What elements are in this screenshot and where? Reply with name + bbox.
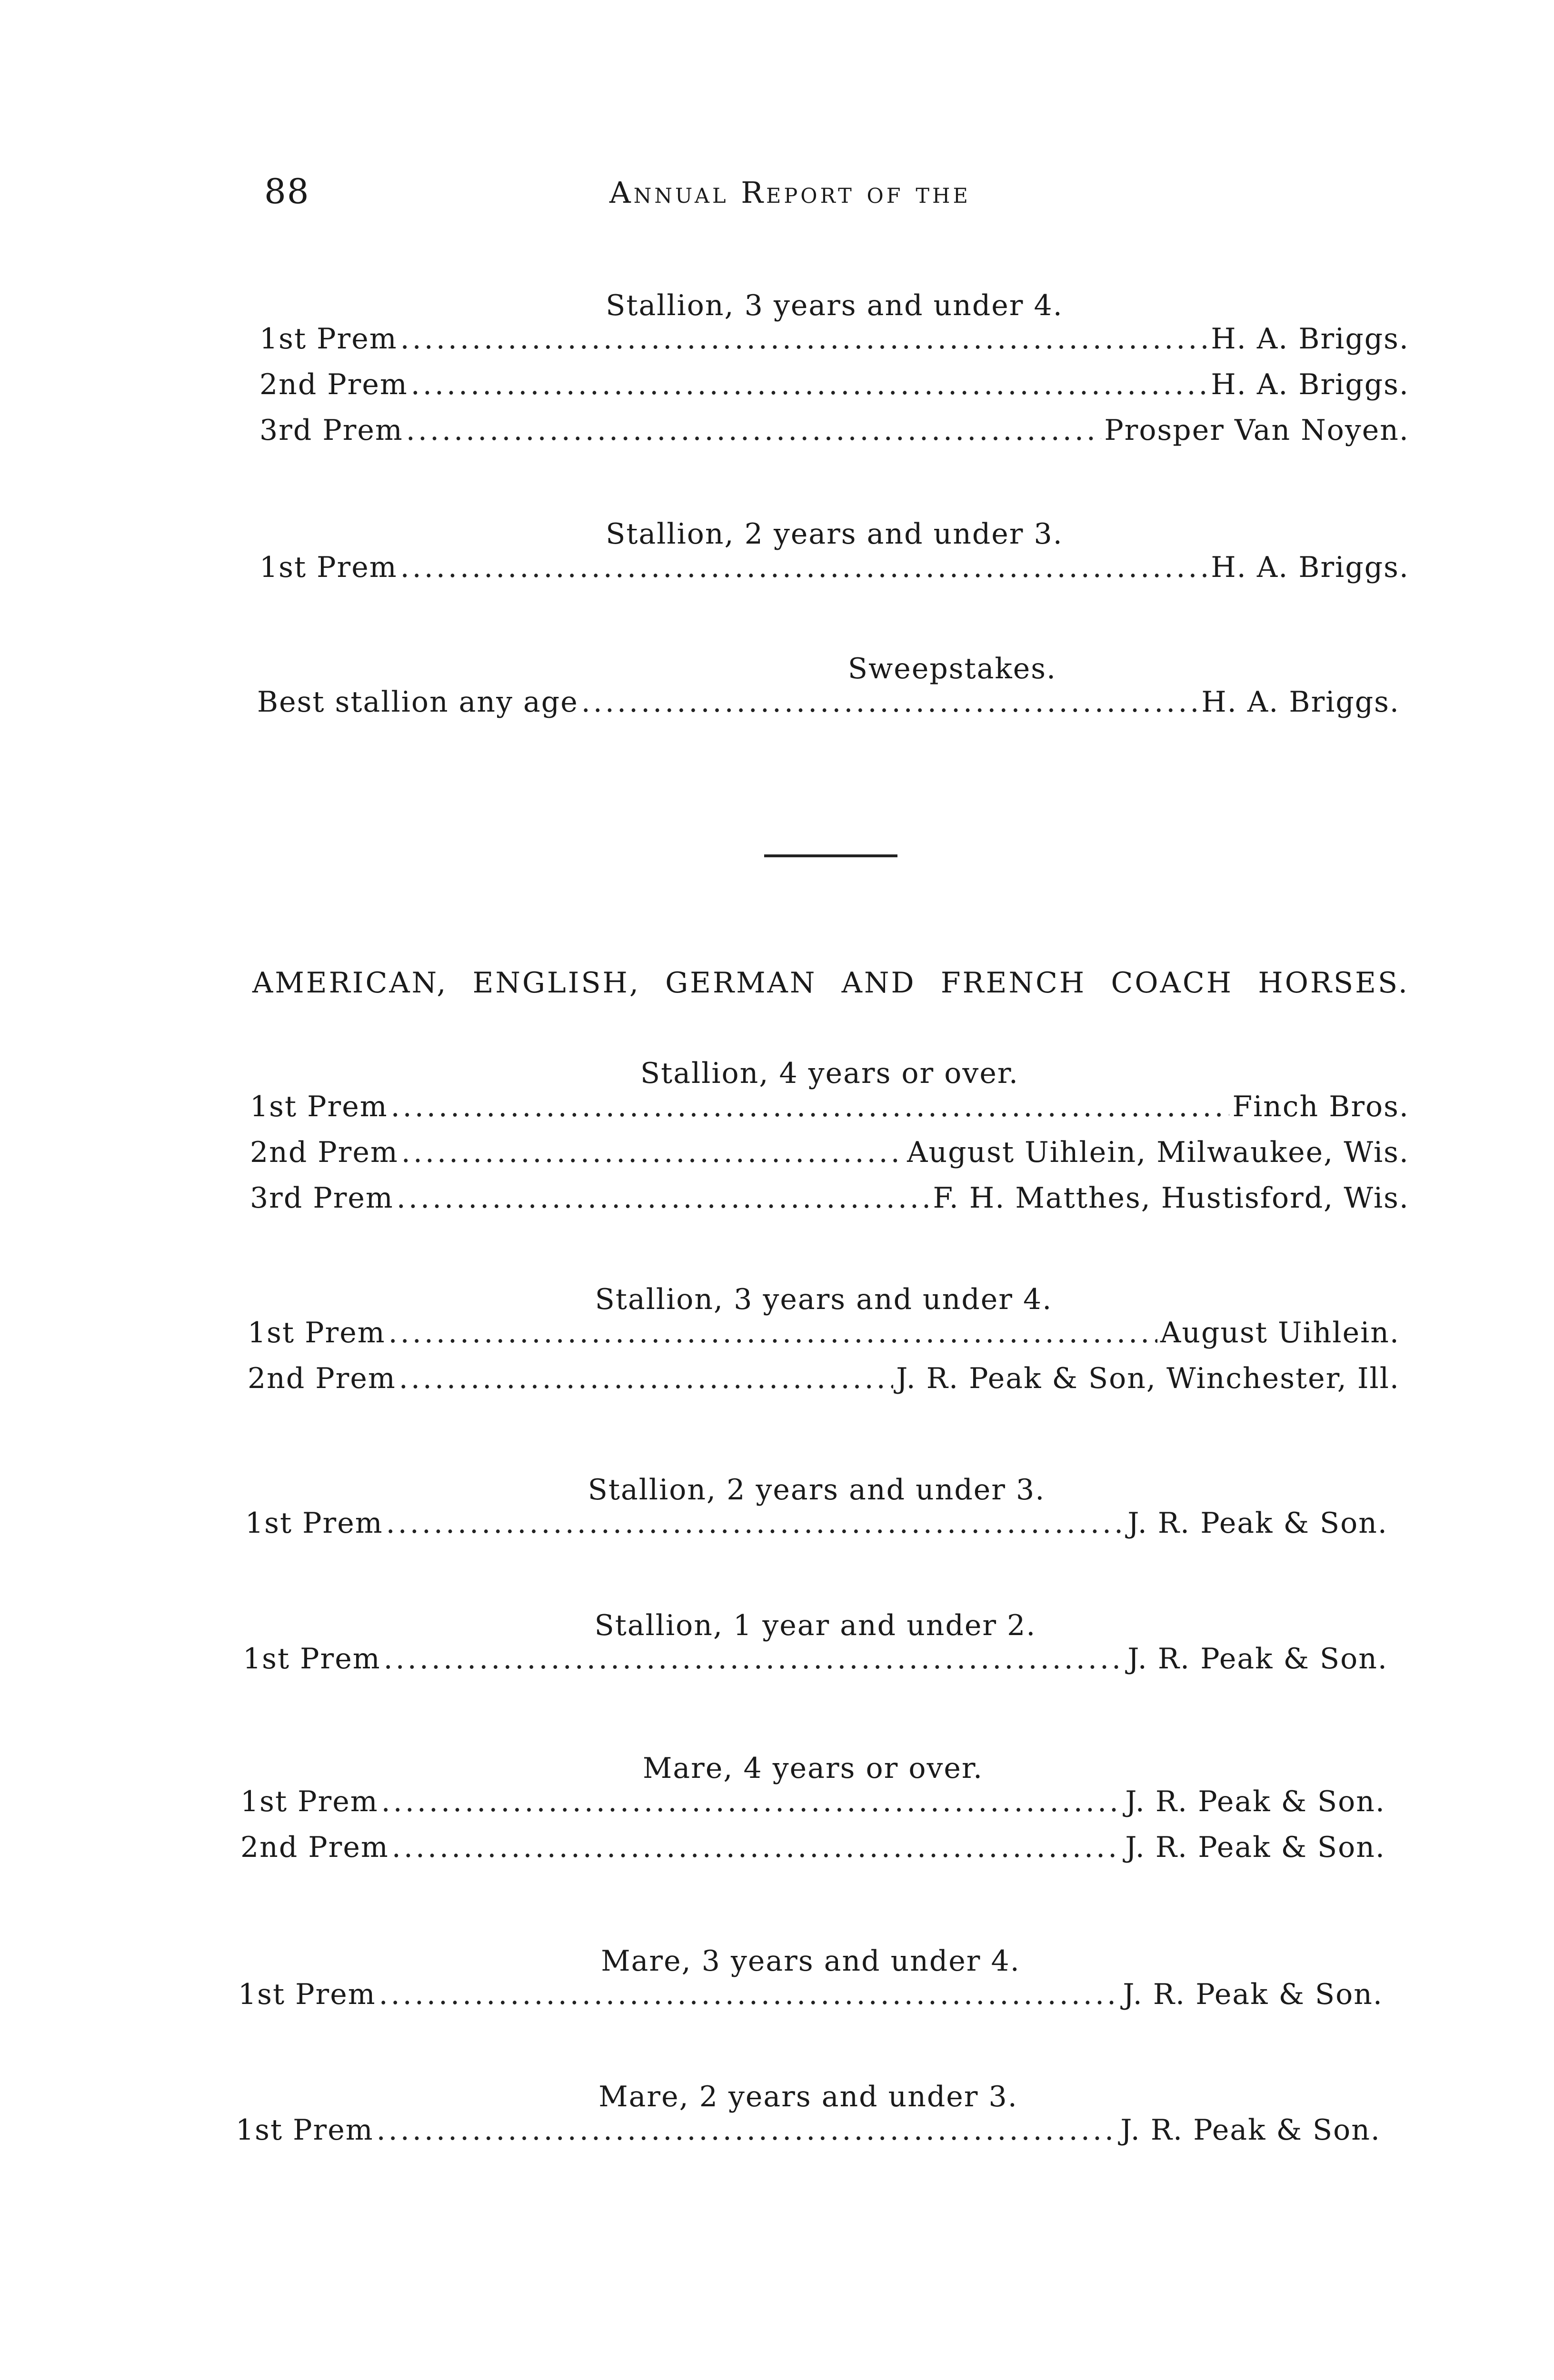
winner-name: J. R. Peak & Son.	[1127, 1507, 1388, 1540]
winner-name: J. R. Peak & Son, Winchester, Ill.	[896, 1362, 1400, 1395]
award-entry	[245, 1509, 1388, 1555]
winner-name: J. R. Peak & Son.	[1125, 1785, 1385, 1818]
dot-leader	[381, 1787, 1123, 1816]
award-subhead: Sweepstakes.	[847, 652, 1057, 685]
premium-label: 1st Prem	[243, 1642, 381, 1676]
award-group	[245, 1473, 1388, 1555]
page-number: 88	[264, 171, 310, 211]
winner-name: J. R. Peak & Son.	[1120, 2113, 1381, 2147]
award-group	[238, 1944, 1383, 2026]
section-divider	[764, 854, 897, 857]
award-subhead: Stallion, 1 year and under 2.	[594, 1609, 1036, 1642]
award-subhead: Stallion, 2 years and under 3.	[606, 517, 1063, 551]
winner-name: J. R. Peak & Son.	[1127, 1642, 1388, 1676]
running-head: Annual Report of the	[609, 175, 971, 210]
winner-name: F. H. Matthes, Hustisford, Wis.	[933, 1181, 1409, 1215]
award-entry	[250, 1092, 1409, 1138]
dot-leader	[406, 416, 1102, 445]
winner-name: H. A. Briggs.	[1211, 551, 1409, 584]
premium-label: 2nd Prem	[259, 368, 408, 401]
dot-leader	[384, 1645, 1125, 1673]
winner-name: H. A. Briggs.	[1211, 322, 1409, 356]
premium-label: 1st Prem	[259, 322, 398, 356]
winner-name: J. R. Peak & Son.	[1123, 1978, 1383, 2011]
dot-leader	[397, 1184, 930, 1212]
premium-label: 1st Prem	[238, 1978, 376, 2011]
award-group	[259, 517, 1409, 599]
award-entry	[250, 1138, 1409, 1184]
dot-leader	[399, 1364, 893, 1393]
award-entry	[259, 370, 1409, 416]
premium-label: 2nd Prem	[248, 1362, 396, 1395]
dot-leader	[581, 688, 1199, 716]
section-heading: AMERICAN, ENGLISH, GERMAN AND FRENCH COACH HORSES.	[252, 966, 1409, 1000]
winner-name: J. R. Peak & Son.	[1125, 1831, 1385, 1864]
premium-label: 1st Prem	[248, 1316, 386, 1349]
dot-leader	[400, 325, 1208, 353]
dot-leader	[392, 1833, 1123, 1862]
award-entry	[238, 1980, 1383, 2026]
premium-label: 1st Prem	[236, 2113, 374, 2147]
award-entry	[259, 553, 1409, 599]
award-group	[243, 1611, 1388, 1690]
winner-name: Prosper Van Noyen.	[1104, 414, 1409, 447]
dot-leader	[400, 553, 1208, 582]
award-subhead: Stallion, 3 years and under 4.	[595, 1283, 1053, 1316]
premium-label: 1st Prem	[240, 1785, 379, 1818]
winner-name: August Uihlein.	[1160, 1316, 1400, 1349]
award-entry	[248, 1364, 1400, 1410]
winner-name: August Uihlein, Milwaukee, Wis.	[907, 1136, 1409, 1169]
award-subhead: Mare, 3 years and under 4.	[601, 1944, 1020, 1978]
dot-leader	[379, 1980, 1120, 2009]
award-subhead: Mare, 2 years and under 3.	[598, 2080, 1018, 2113]
award-entry	[250, 1181, 1409, 1230]
dot-leader	[411, 370, 1208, 399]
award-group	[259, 291, 1409, 462]
dot-leader	[391, 1092, 1230, 1121]
dot-leader	[386, 1509, 1125, 1537]
award-subhead: Stallion, 4 years or over.	[640, 1057, 1019, 1090]
premium-label: 3rd Prem	[250, 1181, 394, 1215]
award-entry	[240, 1833, 1385, 1879]
award-subhead: Mare, 4 years or over.	[642, 1752, 984, 1785]
award-entry	[259, 416, 1409, 462]
premium-label: Best stallion any age	[257, 685, 578, 719]
winner-name: Finch Bros.	[1232, 1090, 1409, 1123]
dot-leader	[401, 1138, 904, 1167]
award-subhead: Stallion, 2 years and under 3.	[588, 1473, 1046, 1507]
award-entry	[243, 1642, 1388, 1690]
dot-leader	[377, 2116, 1118, 2144]
award-subhead: Stallion, 3 years and under 4.	[606, 289, 1063, 322]
award-group	[240, 1754, 1385, 1879]
award-entry	[236, 2113, 1381, 2162]
award-group	[250, 1059, 1409, 1230]
award-group	[257, 654, 1400, 734]
award-entry	[259, 322, 1409, 370]
award-group	[248, 1285, 1400, 1410]
premium-label: 1st Prem	[259, 551, 398, 584]
premium-label: 1st Prem	[250, 1090, 388, 1123]
premium-label: 2nd Prem	[250, 1136, 398, 1169]
premium-label: 2nd Prem	[240, 1831, 389, 1864]
dot-leader	[388, 1319, 1157, 1347]
award-entry	[240, 1787, 1385, 1833]
award-entry	[257, 685, 1400, 734]
premium-label: 1st Prem	[245, 1507, 383, 1540]
award-entry	[248, 1316, 1400, 1364]
award-group	[236, 2082, 1381, 2162]
premium-label: 3rd Prem	[259, 414, 403, 447]
winner-name: H. A. Briggs.	[1211, 368, 1409, 401]
winner-name: H. A. Briggs.	[1201, 685, 1400, 719]
